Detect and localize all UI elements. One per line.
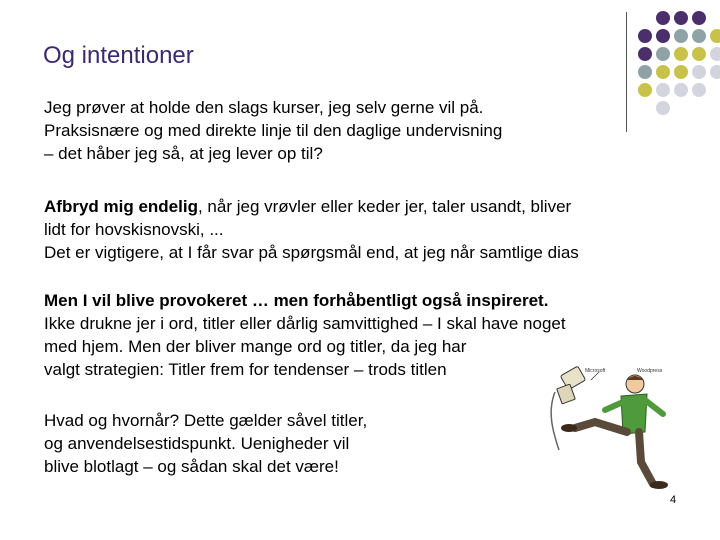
text-line: lidt for hovskisnovski, ... <box>44 220 224 239</box>
decorative-dot <box>674 47 688 61</box>
decorative-dot <box>674 29 688 43</box>
text-line <box>44 195 579 218</box>
text-line: valgt strategien: Titler frem for tendenser – trods titlen <box>44 360 447 379</box>
text-line: Ikke drukne jer i ord, titler eller dårlig samvittighed – I skal have noget <box>44 314 566 333</box>
text-line: Det er vigtigere, at I får svar på spørgsmål end, at jeg når samtlige dias <box>44 243 579 262</box>
page-number: 4 <box>670 494 677 506</box>
decorative-dot <box>692 101 706 115</box>
decorative-dot <box>674 11 688 25</box>
text-line: og anvendelsestidspunkt. Uenigheder vil <box>44 434 350 453</box>
text-line: Hvad og hvornår? Dette gælder såvel titler, <box>44 411 368 430</box>
divider-line <box>626 12 627 132</box>
decorative-dot <box>656 65 670 79</box>
text-line: Praksisnære og med direkte linje til den daglige undervisning <box>44 121 503 140</box>
paragraph-interrupt <box>44 195 579 264</box>
bold-heading-line <box>44 289 566 312</box>
text-span: , når jeg vrøvler eller keder jer, taler usandt, bliver <box>197 197 572 216</box>
text-line: blive blotlagt – og sådan skal det være! <box>44 457 339 476</box>
decorative-dot <box>656 83 670 97</box>
microsoft-label: Microsoft <box>585 368 606 374</box>
decorative-dot <box>710 101 720 115</box>
decorative-dot <box>638 83 652 97</box>
decorative-dot <box>710 11 720 25</box>
slide-title: Og intentioner <box>43 42 194 69</box>
paragraph-what-when <box>44 409 367 478</box>
paragraph-intentions <box>44 96 502 165</box>
decorative-dot <box>692 47 706 61</box>
bold-lead: Men I vil blive provokeret … men forhåbentligt også inspireret. <box>44 291 549 310</box>
decorative-dot <box>710 29 720 43</box>
decorative-dot <box>638 101 652 115</box>
decorative-dot <box>710 65 720 79</box>
decorative-dot <box>638 29 652 43</box>
decorative-dot <box>710 83 720 97</box>
decorative-dot <box>638 11 652 25</box>
decorative-dot <box>692 11 706 25</box>
decorative-dot <box>656 29 670 43</box>
paragraph-provoke <box>44 289 566 381</box>
decorative-dot <box>692 29 706 43</box>
decorative-dot <box>656 11 670 25</box>
woodpress-label: Woodpress <box>637 368 663 374</box>
dot-grid-decoration <box>638 11 720 117</box>
decorative-dot <box>656 47 670 61</box>
bold-lead: Afbryd mig endelig <box>44 197 198 216</box>
decorative-dot <box>638 47 652 61</box>
decorative-dot <box>710 47 720 61</box>
decorative-dot <box>692 65 706 79</box>
text-line: med hjem. Men der bliver mange ord og titler, da jeg har <box>44 337 467 356</box>
cable-line <box>551 392 559 450</box>
computer-icon <box>557 366 586 404</box>
decorative-dot <box>692 83 706 97</box>
man-figure <box>561 375 668 489</box>
decorative-dot <box>674 83 688 97</box>
text-line: Jeg prøver at holde den slags kurser, jeg selv gerne vil på. <box>44 98 484 117</box>
decorative-dot <box>638 65 652 79</box>
decorative-dot <box>656 101 670 115</box>
man-kicking-computer-illustration <box>535 362 675 490</box>
decorative-dot <box>674 65 688 79</box>
text-line: – det håber jeg så, at jeg lever op til? <box>44 144 323 163</box>
decorative-dot <box>674 101 688 115</box>
